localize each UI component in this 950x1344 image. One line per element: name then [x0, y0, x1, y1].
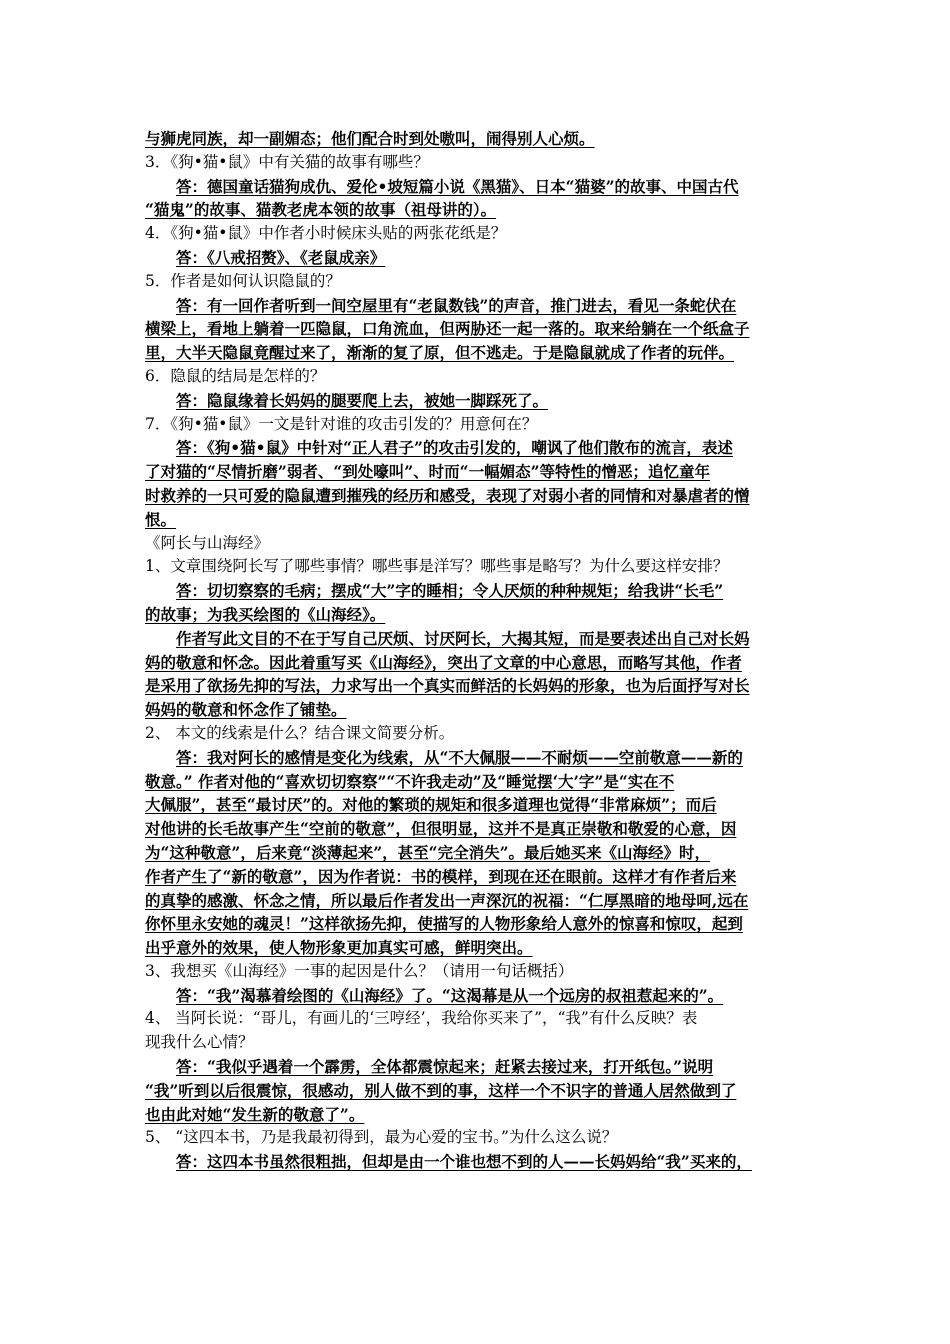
question-text: 1、文章围绕阿长写了哪些事情？哪些事是洋写？哪些事是略写？为什么要这样安排？ — [145, 557, 729, 576]
question-line — [145, 555, 810, 579]
answer-line — [145, 484, 810, 508]
answer-line — [145, 246, 810, 270]
answer-line — [145, 912, 810, 936]
question-line — [145, 1031, 810, 1055]
answer-text: “猫鬼”的故事、猫教老虎本领的故事（祖母讲的）。 — [145, 200, 497, 220]
answer-text: 也由此对她“发生新的敬意了”。 — [145, 1104, 365, 1124]
answer-line — [145, 1079, 810, 1103]
answer-line — [145, 1055, 810, 1079]
answer-text: 你怀里永安她的魂灵！”这样欲扬先抑，使描写的人物形象给人意外的惊喜和惊叹，起到 — [145, 914, 743, 934]
question-text: 7．《狗•猫•鼠》一文是针对谁的攻击引发的？用意何在？ — [145, 414, 538, 433]
answer-text: 妈的敬意和怀念。因此着重写买《山海经》，突出了文章的中心意思，而略写其他，作者 — [145, 652, 742, 672]
answer-text: 答：《狗•猫•鼠》中针对“正人君子”的攻击引发的，嘲讽了他们散布的流言，表述 — [176, 438, 733, 458]
answer-line — [145, 460, 810, 484]
question-text: 现我什么心情？ — [145, 1033, 254, 1052]
answer-text: 对他讲的长毛故事产生“空前的敬意”，但很明显，这并不是真正崇敬和敬爱的心意，因 — [145, 819, 737, 839]
answer-line — [145, 627, 810, 651]
question-line — [145, 532, 810, 556]
answer-line — [145, 793, 810, 817]
answer-line — [145, 317, 810, 341]
question-text: 4．《狗•猫•鼠》中作者小时候床头贴的两张花纸是？ — [145, 224, 507, 243]
answer-text: 妈妈的敬意和怀念作了铺垫。 — [145, 700, 347, 720]
answer-line — [145, 651, 810, 675]
answer-line — [145, 1150, 810, 1174]
answer-line — [145, 603, 810, 627]
answer-text: 横梁上，看地上躺着一匹隐鼠，口角流血，但两胁还一起一落的。取来给躺在一个纸盒子 — [145, 319, 750, 339]
answer-line — [145, 389, 810, 413]
question-text: 3、我想买《山海经》一事的起因是什么？（请用一句话概括） — [145, 961, 574, 980]
answer-text: 为“这种敬意”，后来竟“淡薄起来”，甚至“完全消失”。最后她买来《山海经》时， — [145, 842, 710, 862]
question-line — [145, 270, 810, 294]
answer-line — [145, 770, 810, 794]
answer-line — [145, 175, 810, 199]
document-body — [145, 127, 810, 1174]
answer-text: 答：这四本书虽然很粗拙，但却是由一个谁也想不到的人——长妈妈给“我”买来的， — [176, 1152, 752, 1172]
answer-text: 答：切切察察的毛病；摆成“大”字的睡相；令人厌烦的种种规矩；给我讲“长毛” — [176, 581, 724, 601]
answer-text: 出乎意外的效果，使人物形象更加真实可感，鲜明突出。 — [145, 938, 533, 958]
question-text: 4、 当阿长说：“哥儿，有画儿的‘三哼经’，我给你买来了”，“我”有什么反映？表 — [145, 1009, 698, 1028]
question-line — [145, 722, 810, 746]
question-line — [145, 1007, 810, 1031]
answer-line — [145, 508, 810, 532]
answer-text: 是采用了欲扬先抑的写法，力求写出一个真实而鲜活的长妈妈的形象，也为后面抒写对长 — [145, 676, 750, 696]
question-line — [145, 365, 810, 389]
answer-text: 答：《八戒招赘》、《老鼠成亲》 — [176, 247, 386, 267]
question-text: 5、 “这四本书，乃是我最初得到，最为心爱的宝书。”为什么这么说？ — [145, 1128, 618, 1147]
answer-text: 答：有一回作者听到一间空屋里有“老鼠数钱”的声音，推门进去，看见一条蛇伏在 — [176, 295, 737, 315]
answer-line — [145, 127, 810, 151]
answer-line — [145, 436, 810, 460]
answer-text: 答：德国童话猫狗成仇、爱伦•坡短篇小说《黑猫》、日本“猫婆”的故事、中国古代 — [176, 176, 739, 196]
answer-line — [145, 865, 810, 889]
answer-text: 的故事；为我买绘图的《山海经》。 — [145, 604, 386, 624]
question-text: 3．《狗•猫•鼠》中有关猫的故事有哪些？ — [145, 152, 429, 171]
answer-line — [145, 579, 810, 603]
answer-text: 作者写此文目的不在于写自己厌烦、讨厌阿长，大揭其短，而是要表述出自己对长妈 — [176, 628, 750, 648]
question-text: 6．隐鼠的结局是怎样的？ — [145, 366, 326, 385]
answer-line — [145, 1103, 810, 1127]
answer-text: 答：“我”渴慕着绘图的《山海经》了。“这渴幕是从一个远房的叔祖惹起来的”。 — [176, 985, 724, 1005]
answer-line — [145, 341, 810, 365]
answer-text: 答：我对阿长的感情是变化为线索，从“不大佩服——不耐烦——空前敬意——新的 — [176, 747, 743, 767]
answer-text: 与狮虎同族，却一副媚态；他们配合时到处嗷叫，闹得别人心烦。 — [145, 129, 595, 148]
answer-text: “我”听到以后很震惊，很感动，别人做不到的事，这样一个不识字的普通人居然做到了 — [145, 1080, 737, 1100]
question-text: 2、 本文的线索是什么？结合课文简要分析。 — [145, 723, 455, 742]
question-line — [145, 222, 810, 246]
answer-text: 敬意。” 作者对他的“喜欢切切察察”“不许我走动”及“睡觉摆‘大’字”是“实在不 — [145, 771, 675, 791]
answer-line — [145, 746, 810, 770]
answer-text: 作者产生了“新的敬意”，因为作者说：书的模样，到现在还在眼前。这样才有作者后来 — [145, 866, 737, 886]
answer-line — [145, 294, 810, 318]
question-line — [145, 413, 810, 437]
answer-text: 时救养的一只可爱的隐鼠遭到摧残的经历和感受，表现了对弱小者的同情和对暴虐者的憎 — [145, 485, 750, 505]
question-line — [145, 960, 810, 984]
answer-line — [145, 198, 810, 222]
answer-line — [145, 674, 810, 698]
question-line — [145, 1126, 810, 1150]
answer-text: 了对猫的“尽情折磨”弱者、“到处嚎叫”、时而“一幅媚态”等特性的憎恶；追忆童年 — [145, 462, 710, 482]
question-text: 《阿长与山海经》 — [145, 533, 270, 552]
answer-line — [145, 841, 810, 865]
answer-line — [145, 984, 810, 1008]
answer-line — [145, 936, 810, 960]
answer-text: 里，大半天隐鼠竟醒过来了，渐渐的复了原，但不逃走。于是隐鼠就成了作者的玩伴。 — [145, 343, 735, 363]
answer-line — [145, 889, 810, 913]
question-line — [145, 151, 810, 175]
answer-text: 恨。 — [145, 509, 177, 529]
answer-line — [145, 698, 810, 722]
question-text: 5．作者是如何认识隐鼠的？ — [145, 271, 341, 290]
answer-text: 答：“我似乎遇着一个霹雳，全体都震惊起来；赶紧去接过来，打开纸包。”说明 — [176, 1057, 714, 1077]
answer-text: 大佩服”，甚至“最讨厌”的。对他的繁琐的规矩和很多道理也觉得“非常麻烦”；而后 — [145, 795, 717, 815]
answer-text: 的真挚的感激、怀念之情，所以最后作者发出一声深沉的祝福：“仁厚黑暗的地母呵,远在 — [145, 890, 749, 910]
answer-text: 答：隐鼠缘着长妈妈的腿要爬上去，被她一脚踩死了。 — [176, 390, 549, 410]
answer-line — [145, 817, 810, 841]
